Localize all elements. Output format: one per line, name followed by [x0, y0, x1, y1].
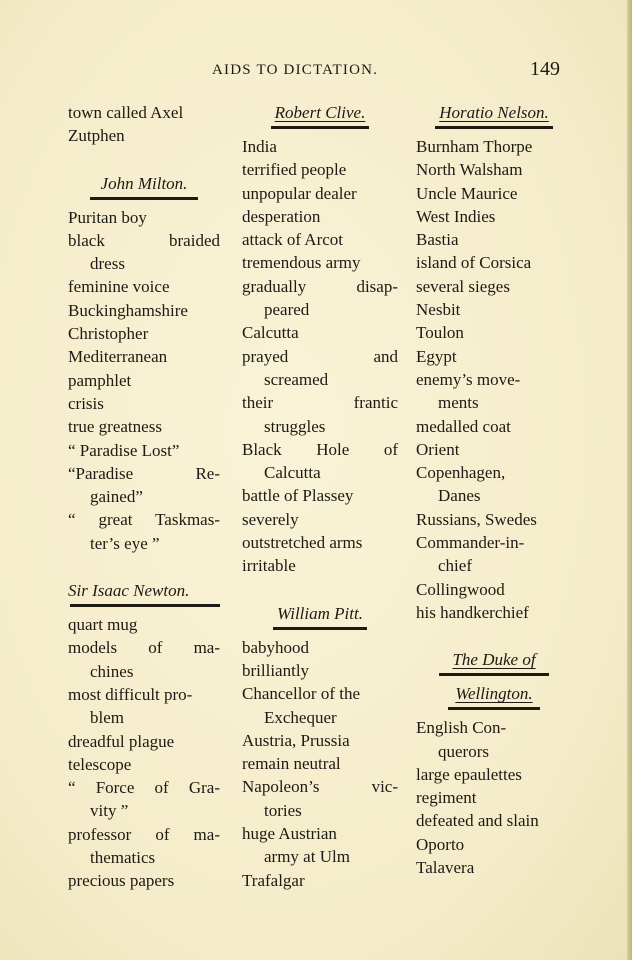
section-gap [68, 555, 220, 579]
word-entry: North Walsham [416, 160, 523, 180]
column-left [68, 101, 220, 893]
word-entry: defeated and slain [416, 811, 539, 831]
word-entry: dress [90, 254, 125, 274]
word-entry: babyhood [242, 637, 310, 657]
word-entry: his handkerchief [416, 602, 529, 622]
word-entry: Talavera [416, 858, 475, 878]
word-entry: irritable [242, 556, 296, 576]
word-entry: large epaulettes [416, 764, 522, 784]
column-right [416, 101, 572, 879]
word-entry: Oporto [416, 834, 465, 854]
word-entry: peared [264, 300, 310, 320]
word-entry: Orient [416, 439, 460, 459]
section-heading [242, 101, 398, 124]
word-entry: blem [90, 708, 124, 728]
word-entry: black braided [68, 230, 220, 250]
word-entry: prayed and [242, 346, 398, 366]
word-entry: Chancellor of the [242, 684, 361, 704]
word-entry: severely [242, 509, 299, 529]
word-entry: professor of ma- [68, 824, 220, 844]
section-heading [68, 172, 220, 195]
word-entry: “Paradise Re- [68, 463, 220, 483]
word-entry: their frantic [242, 393, 398, 413]
word-entry: Mediterranean [68, 347, 168, 367]
word-entry: battle of Plassey [242, 486, 354, 506]
word-entry: Russians, Swedes [416, 509, 537, 529]
word-entry: attack of Arcot [242, 230, 344, 250]
word-entry: island of Corsica [416, 253, 532, 273]
word-entry: Calcutta [264, 463, 321, 483]
word-entry: enemy’s move- [416, 369, 521, 389]
word-entry: outstretched arms [242, 533, 363, 553]
word-entry: models of ma- [68, 638, 220, 658]
section-heading-text: Horatio Nelson. [439, 103, 549, 122]
word-entry: huge Austrian [242, 824, 337, 844]
word-entry: “ Force of Gra- [68, 778, 220, 798]
section-heading-text: Robert Clive. [274, 103, 366, 122]
section-heading [416, 648, 572, 671]
word-entry: struggles [264, 416, 326, 436]
word-entry: Black Hole of [242, 439, 398, 459]
word-entry: feminine voice [68, 277, 170, 297]
heading-rule [448, 707, 540, 710]
word-entry: Uncle Maurice [416, 183, 518, 203]
heading-rule [70, 604, 220, 607]
word-entry: querors [438, 741, 489, 761]
word-entry: gained” [90, 487, 143, 507]
word-entry: Burnham Thorpe [416, 137, 533, 156]
section-heading [416, 682, 572, 705]
word-entry: vity ” [90, 801, 129, 821]
section-gap [242, 578, 398, 602]
page-number: 149 [530, 58, 560, 80]
word-entry: Christopher [68, 324, 149, 344]
word-entry: Nesbit [416, 300, 461, 320]
word-entry: Zutphen [68, 126, 125, 146]
word-entry: Danes [438, 486, 481, 506]
section-heading-text: Sir Isaac Newton. [68, 581, 190, 601]
word-entry: Toulon [416, 323, 464, 343]
heading-rule [273, 627, 367, 630]
word-entry: ments [438, 393, 479, 413]
word-entry: Calcutta [242, 323, 299, 343]
word-entry: tories [264, 800, 302, 820]
word-entry: remain neutral [242, 754, 341, 774]
heading-rule [439, 673, 549, 676]
page-edge [627, 0, 632, 960]
word-entry: pamphlet [68, 370, 132, 390]
word-entry: several sieges [416, 276, 510, 296]
section-heading [242, 602, 398, 625]
word-entry: Puritan boy [68, 207, 147, 227]
word-entry: medalled coat [416, 416, 511, 436]
word-entry: quart mug [68, 615, 138, 635]
word-entry: Austria, Prussia [242, 730, 350, 750]
word-entry: regiment [416, 788, 477, 808]
word-entry: tremendous army [242, 253, 361, 273]
word-entry: English Con- [416, 718, 507, 738]
word-entry: town called Axel [68, 103, 184, 122]
word-entry: brilliantly [242, 660, 310, 680]
word-entry: desperation [242, 206, 321, 226]
section-heading-text: The Duke of [452, 650, 536, 670]
word-entry: crisis [68, 393, 104, 413]
word-entry: “ Paradise Lost” [68, 440, 180, 460]
word-entry: West Indies [416, 206, 496, 226]
section-heading [68, 579, 220, 602]
section-heading-text: William Pitt. [277, 603, 363, 623]
word-entry: thematics [90, 848, 156, 868]
word-entry: screamed [264, 369, 329, 389]
word-entry: army at Ulm [264, 847, 350, 867]
word-entry: Bastia [416, 230, 459, 250]
word-entry: India [242, 137, 277, 156]
word-entry: chief [438, 556, 472, 576]
word-entry: Trafalgar [242, 870, 305, 890]
word-entry: Exchequer [264, 707, 337, 727]
heading-rule [271, 126, 369, 129]
section-heading [416, 101, 572, 124]
word-entry: dreadful plague [68, 731, 175, 751]
heading-rule [90, 197, 198, 200]
word-entry: Commander-in- [416, 533, 525, 553]
word-entry: unpopular dealer [242, 183, 357, 203]
word-entry: Copenhagen, [416, 463, 506, 483]
word-entry: true greatness [68, 417, 162, 437]
running-header: AIDS TO DICTATION. [212, 62, 379, 78]
word-entry: most difficult pro- [68, 684, 193, 704]
word-entry: precious papers [68, 871, 175, 891]
word-entry: “ great Taskmas- [68, 510, 220, 530]
section-gap [68, 148, 220, 172]
word-entry: ter’s eye ” [90, 533, 160, 553]
column-middle [242, 101, 398, 892]
word-entry: telescope [68, 754, 132, 774]
word-entry: terrified people [242, 160, 347, 180]
word-entry: Napoleon’s vic- [242, 777, 398, 797]
word-entry: Egypt [416, 346, 457, 366]
word-entry: chines [90, 661, 134, 681]
heading-rule [435, 126, 553, 129]
word-entry: Collingwood [416, 579, 505, 599]
section-gap [416, 624, 572, 648]
word-entry: Buckinghamshire [68, 300, 188, 320]
section-heading-text: John Milton. [100, 173, 188, 193]
section-heading-text: Wellington. [455, 684, 533, 704]
word-entry: gradually disap- [242, 276, 398, 296]
